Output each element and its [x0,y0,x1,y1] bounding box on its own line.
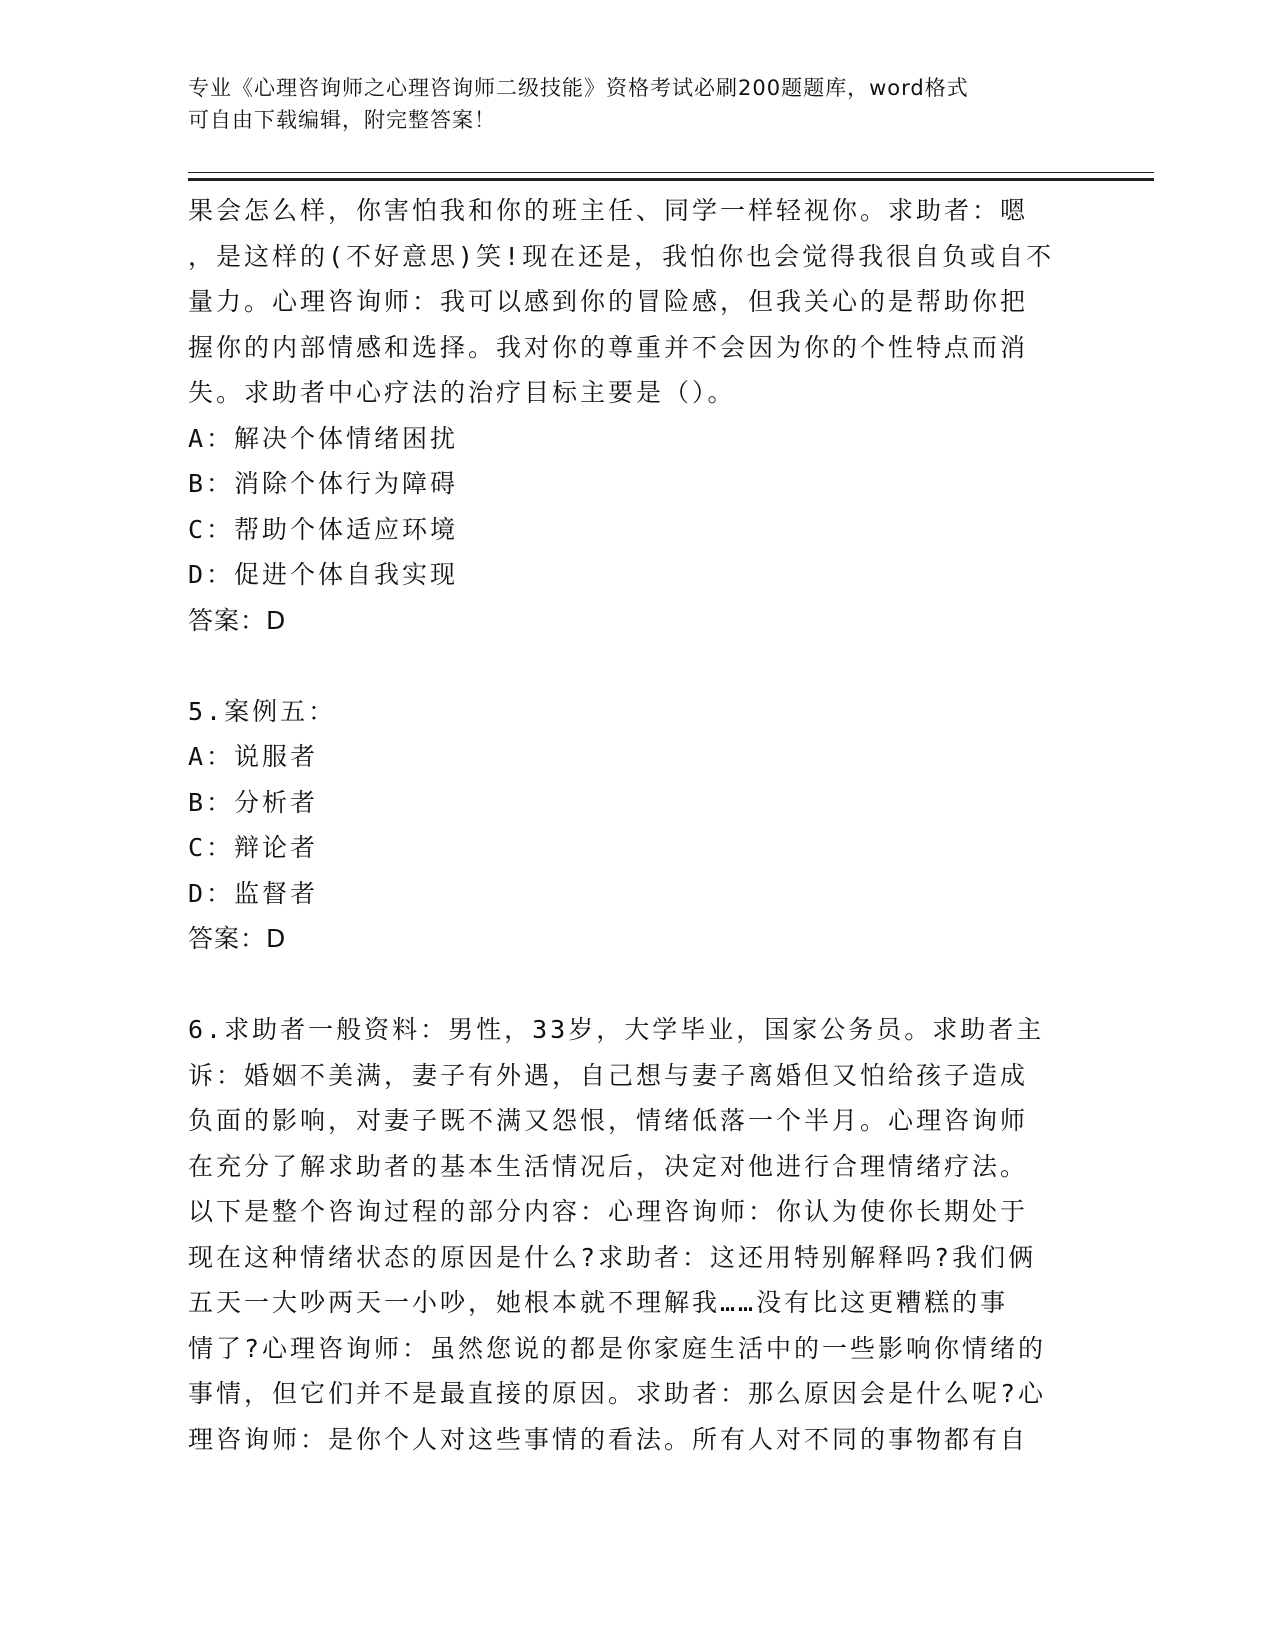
answer-line: 答案：D [188,924,287,953]
question-stem: 5.案例五： [188,696,337,726]
question-stem-line: 现在这种情绪状态的原因是什么?求助者：这还用特别解释吗?我们俩 [188,1242,1037,1272]
answer-line: 答案：D [188,605,287,635]
option-b: B：分析者 [188,787,319,817]
document-body [188,188,1088,1462]
option-a: A：说服者 [188,742,319,771]
question-stem-line: 握你的内部情感和选择。我对你的尊重并不会因为你的个性特点而消 [188,332,1029,362]
question-stem-line: ，是这样的(不好意思)笑!现在还是，我怕你也会觉得我很自负或自不 [188,241,1055,271]
question-stem-line: 理咨询师：是你个人对这些事情的看法。所有人对不同的事物都有自 [188,1424,1029,1454]
question-stem-line: 事情，但它们并不是最直接的原因。求助者：那么原因会是什么呢?心 [188,1379,1047,1408]
question-5 [188,689,1088,962]
question-stem-line: 以下是整个咨询过程的部分内容：心理咨询师：你认为使你长期处于 [188,1197,1029,1226]
spacer [188,643,1088,689]
question-stem-line: 果会怎么样，你害怕我和你的班主任、同学一样轻视你。求助者：嗯 [188,196,1029,225]
question-stem-line: 在充分了解求助者的基本生活情况后，决定对他进行合理情绪疗法。 [188,1151,1029,1181]
option-d: D：监督者 [188,878,319,908]
question-6 [188,1007,1088,1462]
option-a: A：解决个体情绪困扰 [188,423,459,453]
header-rule-thin [188,172,1154,173]
option-d: D：促进个体自我实现 [188,560,459,589]
spacer [188,962,1088,1008]
question-stem-line: 情了?心理咨询师：虽然您说的都是你家庭生活中的一些影响你情绪的 [188,1333,1047,1363]
header-title-line-1: 专业《心理咨询师之心理咨询师二级技能》资格考试必刷200题题库，word格式 [188,76,969,100]
option-b: B：消除个体行为障碍 [188,469,459,498]
question-4 [188,188,1088,643]
header-rule-thick [188,178,1154,181]
option-c: C：辩论者 [188,833,319,862]
question-stem-line: 失。求助者中心疗法的治疗目标主要是（）。 [188,378,736,407]
question-stem-line: 五天一大吵两天一小吵，她根本就不理解我……没有比这更糟糕的事 [188,1288,1009,1317]
question-stem-line: 6.求助者一般资料：男性，33岁，大学毕业，国家公务员。求助者主 [188,1015,1045,1044]
question-stem-line: 负面的影响，对妻子既不满又怨恨，情绪低落一个半月。心理咨询师 [188,1106,1029,1135]
question-stem-line: 诉：婚姻不美满，妻子有外遇，自己想与妻子离婚但又怕给孩子造成 [188,1060,1029,1090]
header-title-line-2: 可自由下载编辑，附完整答案！ [188,108,496,132]
option-c: C：帮助个体适应环境 [188,514,459,544]
question-stem-line: 量力。心理咨询师：我可以感到你的冒险感，但我关心的是帮助你把 [188,287,1029,316]
page-header [188,72,1068,136]
